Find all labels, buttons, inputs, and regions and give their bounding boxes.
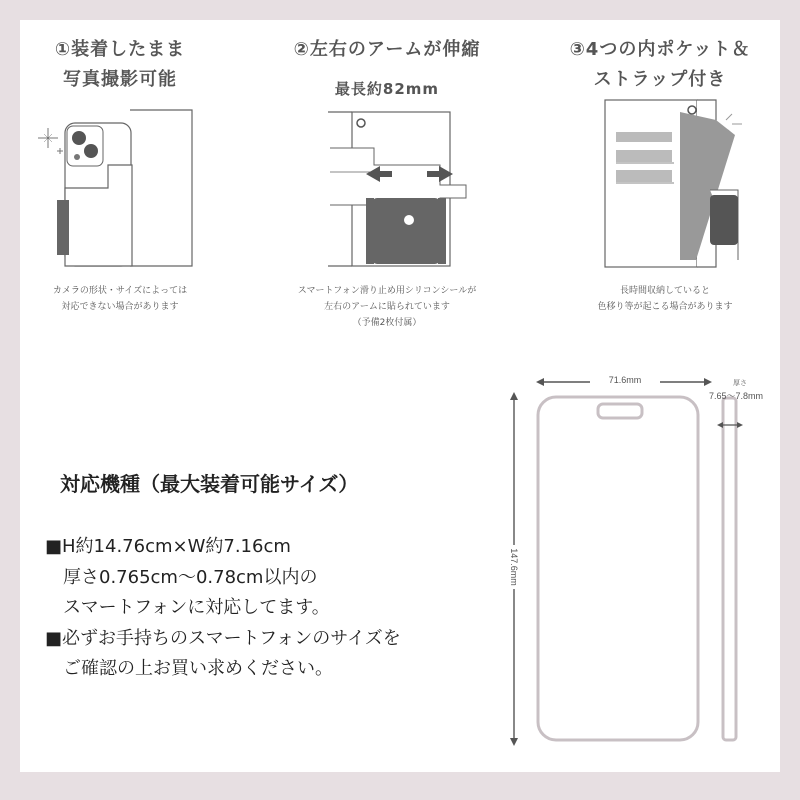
feature-3-caption-line1: 長時間収納していると bbox=[619, 286, 710, 296]
spec-line-3: スマートフォンに対応してます。 bbox=[63, 597, 330, 618]
phone-side-outline bbox=[723, 398, 736, 740]
feature-1-title-line2: 写真撮影可能 bbox=[63, 69, 177, 90]
feature-1-title-line1: ①装着したまま bbox=[54, 39, 186, 60]
max-length-label: 最長約82mm bbox=[334, 80, 440, 98]
feature-3-title-line1: ③4つの内ポケット＆ bbox=[569, 39, 751, 60]
feature-1-caption-line1: カメラの形状・サイズによっては bbox=[52, 286, 188, 296]
phone-notch bbox=[598, 404, 642, 418]
feature-1-caption-line2: 対応できない場合があります bbox=[61, 302, 179, 312]
spec-line-1: ■H約14.76cm×W約7.16cm bbox=[45, 536, 291, 557]
height-dimension-label: 147.6mm bbox=[507, 545, 521, 589]
spec-line-5: ご確認の上お買い求めください。 bbox=[63, 658, 333, 679]
spec-title: 対応機種（最大装着可能サイズ） bbox=[60, 472, 359, 496]
spec-line-2: 厚さ0.765cm〜0.78cm以内の bbox=[63, 566, 318, 588]
product-info-card bbox=[20, 20, 780, 772]
spec-line-4: ■必ずお手持ちのスマートフォンのサイズを bbox=[45, 627, 401, 649]
feature-3-caption-line2: 色移り等が起こる場合があります bbox=[597, 302, 733, 312]
feature-2-title: ②左右のアームが伸縮 bbox=[293, 39, 481, 60]
feature-2-caption-line2: 左右のアームに貼られています bbox=[324, 302, 450, 312]
feature-2-caption-line3: （予備2枚付属） bbox=[352, 318, 422, 328]
feature-2-caption-line1: スマートフォン滑り止め用シリコンシールが bbox=[297, 286, 477, 296]
spec-text bbox=[45, 532, 401, 685]
feature-3-title-line2: ストラップ付き bbox=[593, 69, 727, 90]
width-dimension-label: 71.6mm bbox=[590, 375, 660, 385]
phone-front-outline bbox=[538, 397, 698, 740]
thickness-title: 厚さ bbox=[733, 380, 747, 387]
thickness-dimension-label: 7.65〜7.8mm bbox=[708, 391, 764, 401]
